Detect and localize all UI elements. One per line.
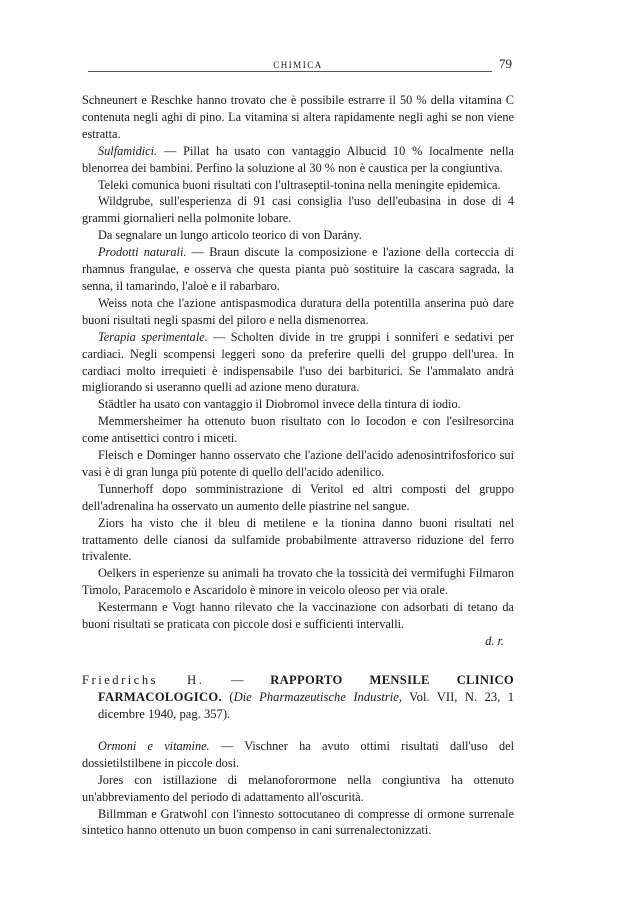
paragraph: Tunnerhoff dopo somministrazione di Veritol ed altri composti del gruppo dell'adrenalina ha osservato un aumento delle piastrine nel sangue.	[82, 481, 514, 513]
author-initials: d. r.	[485, 634, 504, 648]
paragraph: Weiss nota che l'azione antispasmodica duratura della potentilla anserina può dare buoni risultati negli spasmi del piloro e nella dismenorrea.	[82, 295, 514, 327]
page	[82, 56, 514, 839]
paragraph: Wildgrube, sull'esperienza di 91 casi consiglia l'uso dell'eubasina in dose di 4 grammi giornalieri nella polmonite lobare.	[82, 194, 514, 226]
section-lead: Terapia sperimentale.	[98, 329, 208, 344]
paragraph: Jores con istillazione di melanoforormone nella congiuntiva ha ottenuto un'abbreviamento del periodo di adattamento all'oscurità.	[82, 772, 514, 804]
section-lead: Ormoni e vitamine.	[98, 738, 210, 753]
paragraph: Schneunert e Reschke hanno trovato che è possibile estrarre il 50 % della vitamina C contenuta negli aghi di pino. La vitamina si altera rapidamente negli aghi se non viene estratta.	[82, 93, 514, 141]
paragraph: Ormoni e vitamine. — Vischner ha avuto ottimi risultati dall'uso del dossietilstilbene in piccole dosi.	[82, 738, 514, 770]
running-head	[82, 56, 514, 76]
paragraph: Fleisch e Dominger hanno osservato che l'azione dell'acido adenosintrifosforico sui vasi è di gran lunga più potente di quello dell'acido adenilico.	[82, 448, 514, 479]
reference-author: Friedrichs H.	[82, 672, 205, 687]
article-body	[82, 92, 514, 650]
paragraph: Oelkers in esperienze su animali ha trovato che la tossicità dei vermifughi Filmaron Timolo, Paracemolo e Ascaridolo è minore in veicolo oleoso per via orale.	[82, 566, 514, 598]
paragraph: Da segnalare un lungo articolo teorico di von Darány.	[98, 228, 362, 243]
paragraph: Städtler ha usato con vantaggio il Diobromol invece della tintura di iodio.	[98, 397, 461, 412]
paragraph: Billmman e Gratwohl con l'innesto sottocutaneo di compresse di ormone surrenale sintetico hanno ottenuto un buon compenso in cani surrenalectonizzati.	[82, 806, 514, 838]
header-rule	[88, 71, 492, 72]
paragraph: Teleki comunica buoni risultati con l'ultraseptil-tonina nella meningite epidemica.	[98, 177, 501, 192]
article-body-2	[82, 738, 514, 839]
section-lead: Sulfamidici.	[98, 143, 158, 158]
paragraph: Terapia sperimentale. — Scholten divide in tre gruppi i sonniferi e sedativi per cardiaci. Negli scompensi leggeri sono da preferire quelli del gruppo dell'urea. In cardiaci molto irrequieti è indispensabile l'uso dei barbiturici. Se l'ammalato andrà migliorando si useranno quelli ad azione meno duratura.	[82, 329, 515, 395]
section-title: CHIMICA	[273, 60, 323, 70]
page-number: 79	[499, 56, 512, 71]
paragraph: Ziors ha visto che il bleu di metilene e la tionina danno buoni risultati nel trattamento delle cianosi da sulfamide probabilmente attraverso riduzione del ferro trivalente.	[82, 515, 514, 564]
journal-name: Die Pharmazeutische Industrie,	[233, 689, 402, 704]
paragraph: Prodotti naturali. — Braun discute la composizione e l'azione della corteccia di rhamnus frangulae, e osserva che questa pianta può sostituire la cascara sagrada, la senna, il tamarindo, l'aloè e il rabarbaro.	[82, 245, 515, 293]
paragraph: Kestermann e Vogt hanno rilevato che la vaccinazione con adsorbati di tetano da buoni risultati se praticata con piccole dosi e sufficienti intervalli.	[82, 600, 514, 632]
reference-heading: Friedrichs H. — RAPPORTO MENSILE CLINICO FARMACOLOGICO. (Die Pharmazeutische Industrie, Vol. VII, N. 23, 1 dicembre 1940, pag. 357).	[82, 672, 515, 721]
paragraph: Sulfamidici. — Pillat ha usato con vantaggio Albucid 10 % localmente nella blenorrea dei bambini. Perfino la soluzione al 30 % non è caustica per la congiuntiva.	[82, 143, 514, 175]
paragraph: Memmersheimer ha ottenuto buon risultato con lo Iocodon e con l'esilresorcina come antisettici contro i miceti.	[82, 414, 514, 446]
reference-title: RAPPORTO MENSILE CLINICO FARMACOLOGICO.	[98, 672, 515, 704]
citation: Vol. VII, N. 23, 1 dicembre 1940, pag. 357).	[98, 689, 514, 721]
section-lead: Prodotti naturali.	[98, 245, 187, 260]
